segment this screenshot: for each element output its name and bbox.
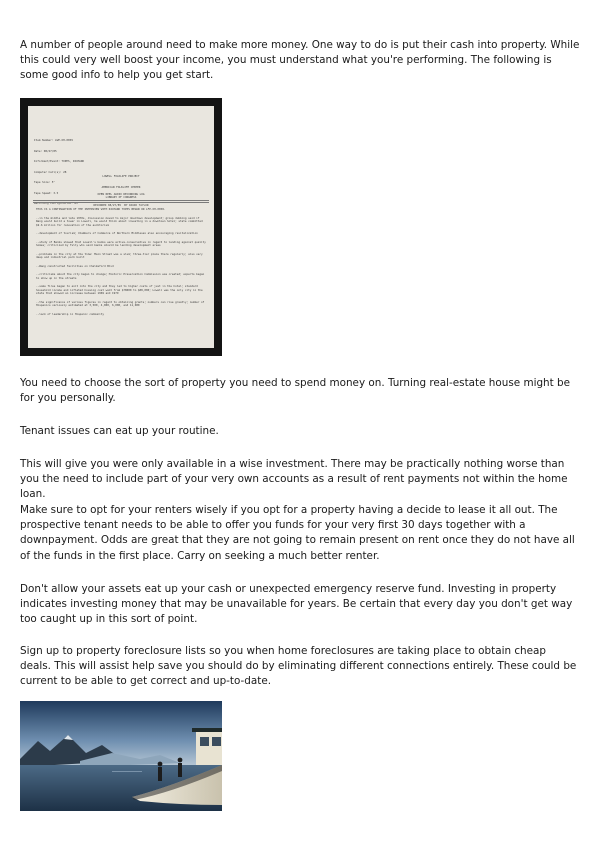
document-title-line: LIBRARY OF CONGRESS xyxy=(105,195,137,199)
scanned-document-image xyxy=(20,98,222,356)
document-header-line: Informant/Event: TOPPS, RICHARD xyxy=(34,159,85,163)
person-head-shape xyxy=(178,758,183,763)
document-subtitle-line: RECORDED 08/27/85 BY DAVID TAYLOR xyxy=(93,202,149,207)
person-shape xyxy=(178,763,182,777)
cabin-roof-shape xyxy=(192,728,222,732)
cabin-window-shape xyxy=(212,737,221,746)
document-body-paragraph: --development of tourism; Chambers of Commerce of Northern Middlesex also encouraging revitalization xyxy=(36,231,198,235)
sea-glint-shape xyxy=(112,771,142,772)
document-divider xyxy=(33,202,209,203)
document-body-paragraph: --lack of leadership in Hispanic community xyxy=(36,311,104,316)
document-body-paragraph: --in the middle and late 1970s, discussion moved to major downtown development; group dubbing said if Wang would build a tower in Lowell, he would think about investing in a downtown hotel; state committed $9.6 million for renovation of the auditorium xyxy=(36,215,203,227)
document-header-line: Recording Configuration: B1 xyxy=(34,201,78,205)
document-body-paragraph: --some fires began to exit into the city and they led to higher costs of just in the hotel; standard household income and inflated housing cost went from $78000 to $88,000; Lowell was the only city in the state that showed an increase between 1969 and 1979 xyxy=(36,284,203,295)
boat-photo xyxy=(20,701,222,811)
document-title-line: LOWELL FOLKLIFE PROJECT xyxy=(102,174,140,178)
document-header-line: Date: 08/27/85 xyxy=(34,148,57,153)
cabin-window-shape xyxy=(200,737,209,746)
document-body-paragraph: --study of Banks showed that Lowell's banks were active-conservative in regard to lending against quality homes; criticized by Tully who said banks should be lending development areas xyxy=(36,239,206,247)
document-body-paragraph: --problems in the city at the time: Main Street was a slum; three-tier plans there regularly; also very deep and industrial park built xyxy=(36,251,203,259)
person-shape xyxy=(158,767,162,781)
document-body-paragraph: --the significance of various figures in regard to obtaining grants; numbers can rise greatly; number of Hispanics variously estimated at 3,500, 4,000, 6,000, and 11,000 xyxy=(36,299,205,307)
paragraph-renters: Make sure to opt for your renters wisely if you opt for a property having a decide to lease it all out. The prospective tenant needs to be able to offer you funds for your very first 30 days together with a downpayment. Odds are great that they are not going to remain present on rent once they do not have all of the funds in the first place. Carry on seeking a much better renter. xyxy=(20,504,575,562)
document-subtitle-line: OPEN REEL AUDIO RECORDING LOG xyxy=(97,192,145,196)
document-header-line: Tape Speed: 3.5 xyxy=(34,190,59,195)
boat-cabin-shape xyxy=(196,731,222,765)
boat-photo-illustration xyxy=(20,701,222,811)
document-body-paragraph: --Wang constructed facilities on Chelmsford Blvd xyxy=(36,263,114,268)
document-body-paragraph: THIS IS A CONTINUATION OF THE INTERVIEW WITH RICHARD TOPPS BEGUN ON LFP-OH-0058. xyxy=(36,207,166,211)
person-head-shape xyxy=(158,762,163,767)
document-title-line: AMERICAN FOLKLIFE CENTER xyxy=(101,184,141,189)
paragraph-foreclosure-lists: Sign up to property foreclosure lists so you when home foreclosures are taking place to obtain cheap deals. This will assist help save you should do by eliminating different connections entirely. These could be current to be able to get correct and up-to-date. xyxy=(20,645,577,688)
document-body-paragraph: --criticisms about the city began to change; Historic Preservation Commission was created; experts began to show up in the streets xyxy=(36,272,205,280)
document-header-line: Item Number: LWP-OH-0059 xyxy=(34,138,73,142)
document-header-line: Computer Call(s): 28 xyxy=(34,169,67,174)
paragraph-wise-investment: This will give you were only available in a wise investment. There may be practically nothing worse than you the need to include part of your very own accounts as a result of rent payments not within the home loan. xyxy=(20,458,568,501)
paragraph-property-type: You need to choose the sort of property you need to spend money on. Turning real-estate house might be for you personally. xyxy=(20,377,571,405)
paragraph-reserve-fund: Don't allow your assets eat up your cash or unexpected emergency reserve fund. Investing in property indicates investing money that may be unavailable for years. Be certain that every day you don't get way too caught up in this sort of point. xyxy=(20,583,573,626)
document-header-line: Tape Size: 5" xyxy=(34,180,56,184)
paragraph-tenant-issues: Tenant issues can eat up your routine. xyxy=(20,425,219,437)
paragraph-intro: A number of people around need to make more money. One way to do is put their cash into property. While this could very well boost your income, you must understand what you're performing. The following is some good info to help you get start. xyxy=(20,39,580,82)
document-divider xyxy=(33,200,209,201)
document-sheet xyxy=(28,106,214,348)
document-body xyxy=(36,208,206,321)
